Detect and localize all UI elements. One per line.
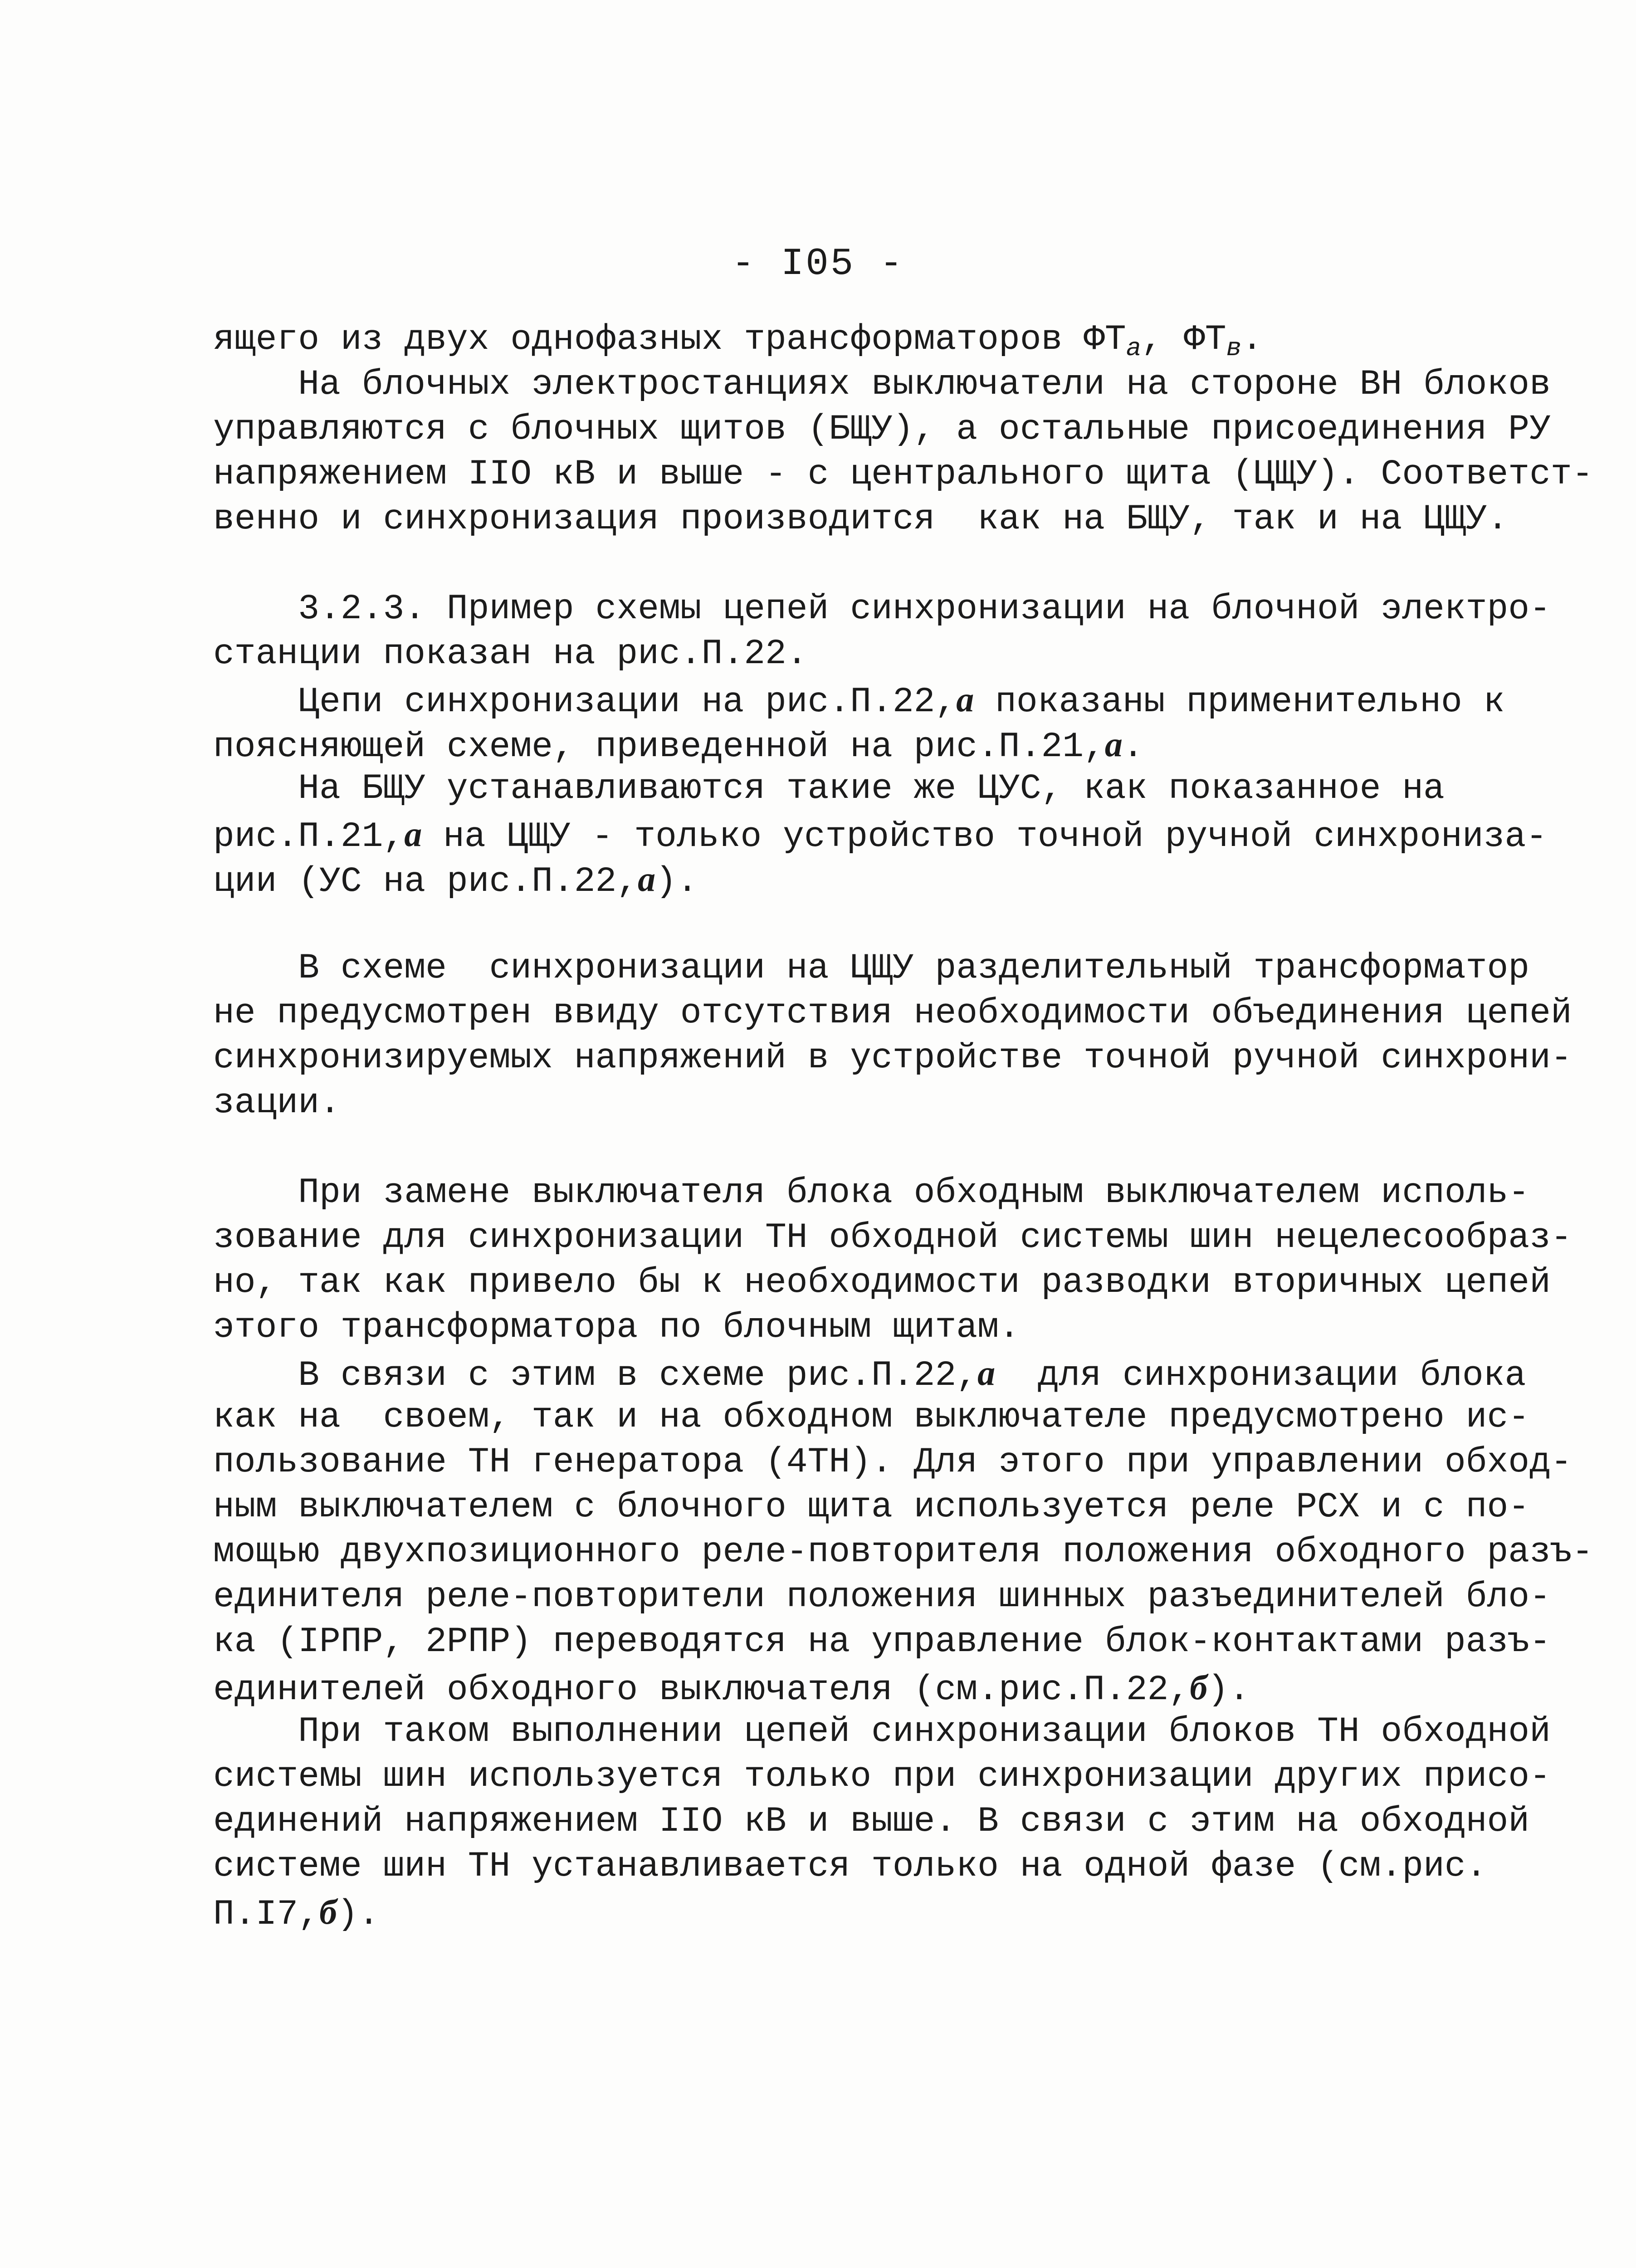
italic-letter: а	[638, 859, 656, 899]
text-segment: зации.	[213, 1083, 341, 1123]
paragraph-gap	[213, 901, 1483, 946]
body-text	[213, 318, 1593, 1935]
text-line	[213, 677, 1505, 722]
text-line	[213, 1485, 1530, 1530]
text-line	[213, 1710, 1551, 1755]
text-segment: Цепи синхронизации на рис.П.22,	[213, 682, 957, 722]
text-line	[213, 1755, 1551, 1799]
text-segment: .	[1122, 727, 1144, 767]
text-line	[213, 632, 1483, 677]
text-segment: системы шин используется только при синхронизации других присо-	[213, 1757, 1551, 1797]
text-segment: системе шин ТН устанавливается только на одной фазе (см.рис.	[213, 1847, 1487, 1887]
text-segment: не предусмотрен ввиду отсутствия необходимости объединения цепей	[213, 993, 1572, 1033]
page-number: - I05 -	[732, 243, 904, 286]
text-line	[213, 1395, 1530, 1440]
text-segment: .	[1241, 320, 1263, 360]
text-line	[213, 362, 1551, 407]
text-line	[213, 991, 1572, 1036]
text-segment: П.I7,	[213, 1895, 320, 1935]
text-segment: ).	[337, 1895, 380, 1935]
text-segment: для синхронизации блока	[995, 1356, 1526, 1396]
text-line	[213, 1575, 1551, 1620]
text-segment: ции (УС на рис.П.22,	[213, 862, 638, 902]
text-line	[213, 497, 1509, 542]
paragraph-gap	[213, 1126, 1483, 1171]
text-segment: На блочных электростанциях выключатели на стороне ВН блоков	[213, 365, 1551, 405]
text-line	[213, 1440, 1572, 1485]
text-line	[213, 1665, 1483, 1710]
text-segment: ящего из двух однофазных трансформаторов ФТ	[213, 320, 1126, 360]
text-line	[213, 1261, 1551, 1305]
text-line	[213, 1530, 1593, 1575]
subscript-text: в	[1226, 334, 1242, 363]
text-segment: напряжением IIO кВ и выше - с центрального щита (ЦЩУ). Соответст-	[213, 455, 1593, 494]
text-line	[213, 811, 1548, 857]
text-segment: венно и синхронизация производится как на БЩУ, так и на ЦЩУ.	[213, 499, 1509, 539]
text-segment: 3.2.3. Пример схемы цепей синхронизации на блочной электро-	[213, 589, 1551, 629]
paragraph-gap	[213, 542, 1483, 587]
italic-letter: б	[1190, 1667, 1208, 1707]
text-segment: мощью двухпозиционного реле-повторителя положения обходного разъ-	[213, 1532, 1593, 1572]
text-segment: В связи с этим в схеме рис.П.22,	[213, 1356, 978, 1396]
subscript-text: а	[1126, 334, 1142, 363]
text-line	[213, 946, 1530, 991]
text-line	[213, 1081, 1483, 1126]
text-segment: единений напряжением IIO кВ и выше. В связи с этим на обходной	[213, 1802, 1530, 1842]
text-line	[213, 1620, 1551, 1665]
text-segment: ка (IРПР, 2РПР) переводятся на управление блок-контактами разъ-	[213, 1622, 1551, 1662]
text-line	[213, 1350, 1526, 1396]
text-line	[213, 1036, 1572, 1081]
italic-letter: а	[404, 814, 422, 854]
text-line	[213, 407, 1551, 452]
italic-letter: а	[1104, 724, 1123, 764]
text-segment: на ЦЩУ - только устройство точной ручной синхрониза-	[422, 817, 1548, 857]
text-line	[213, 856, 1483, 901]
text-segment: этого трансформатора по блочным щитам.	[213, 1308, 1020, 1348]
text-segment: но, так как привело бы к необходимости разводки вторичных цепей	[213, 1263, 1551, 1303]
text-line	[213, 587, 1551, 632]
text-segment: пользование ТН генератора (4ТН). Для этого при управлении обход-	[213, 1442, 1572, 1482]
text-segment: В схеме синхронизации на ЦЩУ разделительный трансформатор	[213, 948, 1530, 988]
text-segment: зование для синхронизации ТН обходной системы шин нецелесообраз-	[213, 1218, 1572, 1258]
text-segment: ).	[655, 862, 698, 902]
text-segment: При замене выключателя блока обходным выключателем исполь-	[213, 1173, 1530, 1213]
italic-letter: а	[956, 679, 974, 719]
text-segment: единителей обходного выключателя (см.рис.П.22,	[213, 1670, 1190, 1710]
text-segment: как на своем, так и на обходном выключателе предусмотрено ис-	[213, 1398, 1530, 1437]
text-line	[213, 1216, 1572, 1261]
text-line	[213, 1171, 1530, 1216]
text-segment: ).	[1207, 1670, 1250, 1710]
text-line	[213, 767, 1483, 811]
text-line	[213, 1889, 1483, 1934]
text-segment: , ФТ	[1141, 320, 1226, 360]
text-segment: На БЩУ устанавливаются такие же ЦУС, как показанное на	[213, 769, 1445, 809]
text-segment: ным выключателем с блочного щита используется реле РСХ и с по-	[213, 1487, 1530, 1527]
text-line	[213, 1799, 1530, 1844]
text-line	[213, 722, 1483, 767]
text-segment: синхронизируемых напряжений в устройстве точной ручной синхрони-	[213, 1038, 1572, 1078]
text-line	[213, 452, 1593, 497]
text-segment: поясняющей схеме, приведенной на рис.П.21,	[213, 727, 1105, 767]
text-segment: показаны применительно к	[974, 682, 1505, 722]
text-line	[213, 1844, 1487, 1889]
text-segment: управляются с блочных щитов (БЩУ), а остальные присоединения РУ	[213, 410, 1551, 450]
text-line	[213, 1305, 1483, 1350]
text-line	[213, 318, 1483, 362]
text-segment: станции показан на рис.П.22.	[213, 634, 808, 674]
text-segment: При таком выполнении цепей синхронизации блоков ТН обходной	[213, 1712, 1551, 1752]
text-segment: единителя реле-повторители положения шинных разъединителей бло-	[213, 1577, 1551, 1617]
italic-letter: а	[977, 1353, 996, 1393]
italic-letter: б	[319, 1892, 337, 1931]
text-segment: рис.П.21,	[213, 817, 405, 857]
